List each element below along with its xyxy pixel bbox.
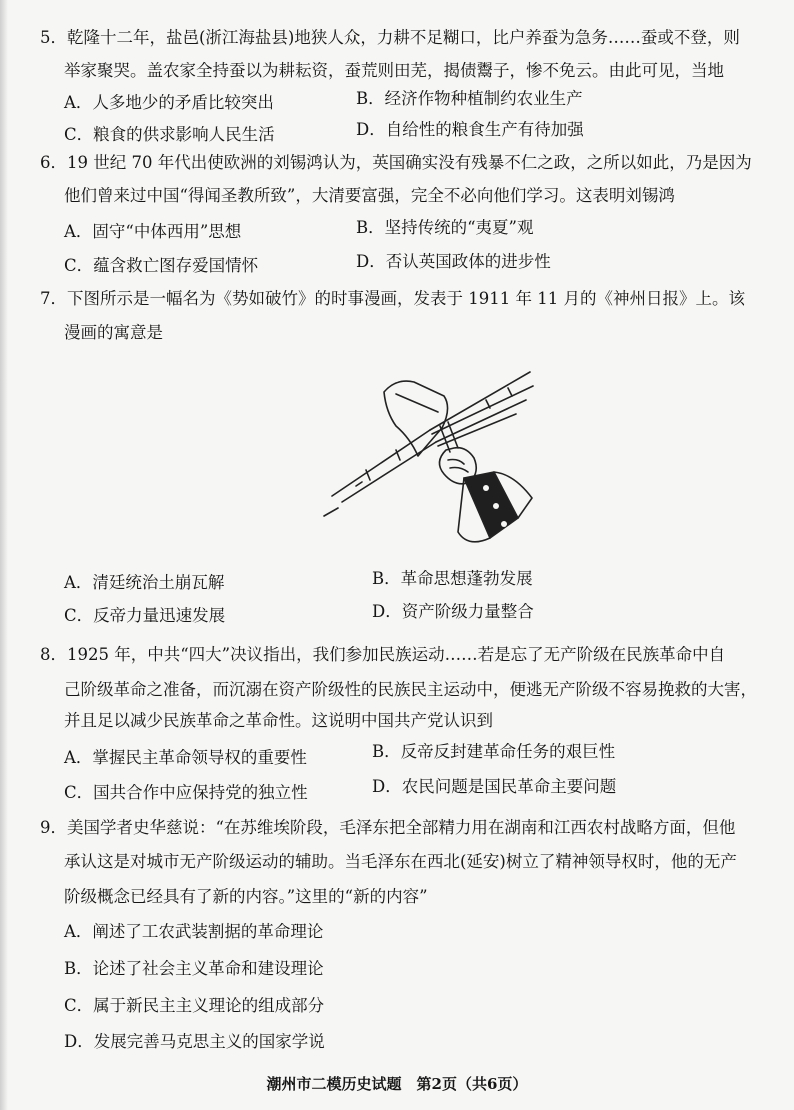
q7-option-d[interactable]: D．资产阶级力量整合 <box>372 602 534 621</box>
q8-option-b[interactable]: B．反帝反封建革命任务的艰巨性 <box>372 742 616 761</box>
cartoon-bamboo-splitting-image <box>318 348 560 558</box>
q7-stem-line-2: 漫画的寓意是 <box>64 323 163 342</box>
q8-stem-line-3: 并且足以减少民族革命之革命性。这说明中国共产党认识到 <box>64 711 493 730</box>
q8-stem-line-2: 己阶级革命之准备，而沉溺在资产阶级性的民族民主运动中，便逃无产阶级不容易挽救的大害， <box>64 680 757 699</box>
q9-stem-line-2: 承认这是对城市无产阶级运动的辅助。当毛泽东在西北(延安)树立了精神领导权时，他的无产 <box>64 852 737 871</box>
q9-option-c[interactable]: C．属于新民主主义理论的组成部分 <box>64 996 325 1015</box>
q5-option-c[interactable]: C．粮食的供求影响人民生活 <box>64 125 275 144</box>
q5-stem-line-2: 举家聚哭。盖农家全持蚕以为耕耘资，蚕荒则田芜，揭债鬻子，惨不免云。由此可见，当地 <box>64 61 724 80</box>
q5-option-d[interactable]: D．自给性的粮食生产有待加强 <box>356 120 584 139</box>
scan-edge-shadow <box>0 0 8 1110</box>
q6-option-d[interactable]: D．否认英国政体的进步性 <box>356 252 551 271</box>
q6-option-b[interactable]: B．坚持传统的“夷夏”观 <box>356 218 534 237</box>
q5-option-b[interactable]: B．经济作物种植制约农业生产 <box>356 89 583 108</box>
q8-option-c[interactable]: C．国共合作中应保持党的独立性 <box>64 783 308 802</box>
q7-option-b[interactable]: B．革命思想蓬勃发展 <box>372 569 533 588</box>
q9-option-d[interactable]: D．发展完善马克思主义的国家学说 <box>64 1032 325 1051</box>
q7-option-c[interactable]: C．反帝力量迅速发展 <box>64 606 226 625</box>
q5-stem-line-1: 5．乾隆十二年，盐邑(浙江海盐县)地狭人众，力耕不足糊口，比户养蚕为急务……蚕或不登，则 <box>40 28 740 47</box>
q5-option-a[interactable]: A．人多地少的矛盾比较突出 <box>64 93 274 112</box>
q8-option-a[interactable]: A．掌握民主革命领导权的重要性 <box>64 748 307 767</box>
page-footer: 潮州市二模历史试题 第2页（共6页） <box>266 1075 528 1093</box>
q8-stem-line-1: 8．1925 年，中共“四大”决议指出，我们参加民族运动……若是忘了无产阶级在民族革命中自 <box>40 645 726 664</box>
q7-stem-line-1: 7．下图所示是一幅名为《势如破竹》的时事漫画，发表于 1911 年 11 月的《神州日报》上。该 <box>40 289 745 308</box>
q9-stem-line-3: 阶级概念已经具有了新的内容。”这里的“新的内容” <box>64 887 428 906</box>
q9-option-a[interactable]: A．阐述了工农武装割据的革命理论 <box>64 922 324 941</box>
q7-option-a[interactable]: A．清廷统治土崩瓦解 <box>64 573 225 592</box>
q6-option-c[interactable]: C．蕴含救亡图存爱国情怀 <box>64 256 259 275</box>
q9-stem-line-1: 9．美国学者史华慈说：“在苏维埃阶段，毛泽东把全部精力用在湖南和江西农村战略方面，但他 <box>40 818 736 837</box>
q9-option-b[interactable]: B．论述了社会主义革命和建设理论 <box>64 959 324 978</box>
q6-option-a[interactable]: A．固守“中体西用”思想 <box>64 222 242 241</box>
q6-stem-line-1: 6．19 世纪 70 年代出使欧洲的刘锡鸿认为，英国确实没有残暴不仁之政，之所以如此，乃是因为 <box>40 153 752 172</box>
q6-stem-line-2: 他们曾来过中国“得闻圣教所致”，大清要富强，完全不必向他们学习。这表明刘锡鸿 <box>64 186 675 205</box>
q8-option-d[interactable]: D．农民问题是国民革命主要问题 <box>372 777 617 796</box>
